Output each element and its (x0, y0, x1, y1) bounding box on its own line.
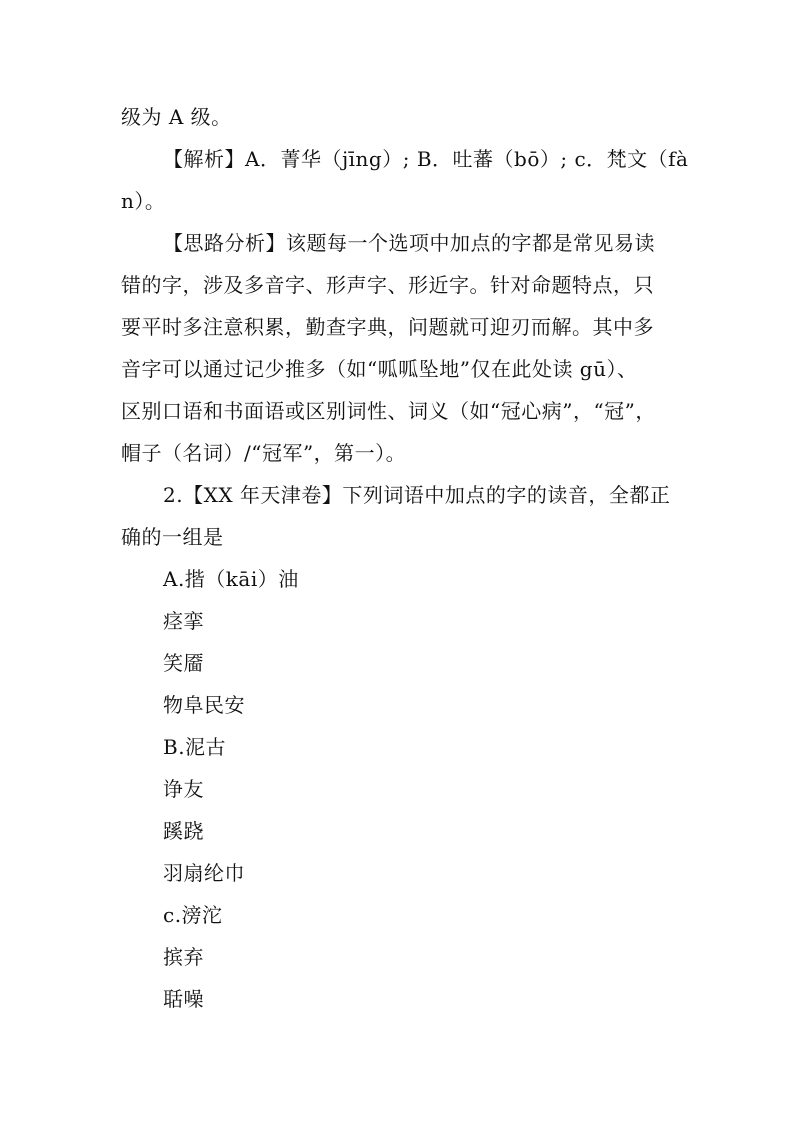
option-item: 笑靥 (163, 651, 204, 675)
text-line: 区别口语和书面语或区别词性、词义（如“冠心病”，“冠”， (121, 399, 656, 423)
option-item: 物阜民安 (163, 693, 245, 717)
option-item: 聒噪 (163, 987, 204, 1011)
option-item: 痉挛 (163, 609, 204, 633)
text-line: n）。 (121, 189, 166, 213)
text-line: 音字可以通过记少推多（如“呱呱坠地”仅在此处读 gū）、 (121, 357, 638, 381)
option-b: B.泥古 (163, 735, 227, 759)
question-line: 2.【XX 年天津卷】下列词语中加点的字的读音，全都正 (163, 483, 671, 507)
option-item: 羽扇纶巾 (163, 861, 245, 885)
text-line: 确的一组是 (121, 525, 224, 549)
option-item: 摈弃 (163, 945, 204, 969)
reasoning-heading-line: 【思路分析】该题每一个选项中加点的字都是常见易读 (163, 231, 655, 255)
analysis-line: 【解析】A．菁华（jīng）; B．吐蕃（bō）; c．梵文（fà (163, 147, 689, 171)
text-line: 要平时多注意积累，勤查字典，问题就可迎刃而解。其中多 (121, 315, 654, 339)
option-a: A.揩（kāi）油 (163, 567, 299, 591)
text-line: 级为 A 级。 (121, 105, 232, 129)
text-line: 帽子（名词）/“冠军”，第一）。 (121, 441, 407, 465)
option-item: 蹊跷 (163, 819, 204, 843)
option-item: 诤友 (163, 777, 204, 801)
text-line: 错的字，涉及多音字、形声字、形近字。针对命题特点，只 (121, 273, 654, 297)
option-c: c.滂沱 (163, 903, 223, 927)
